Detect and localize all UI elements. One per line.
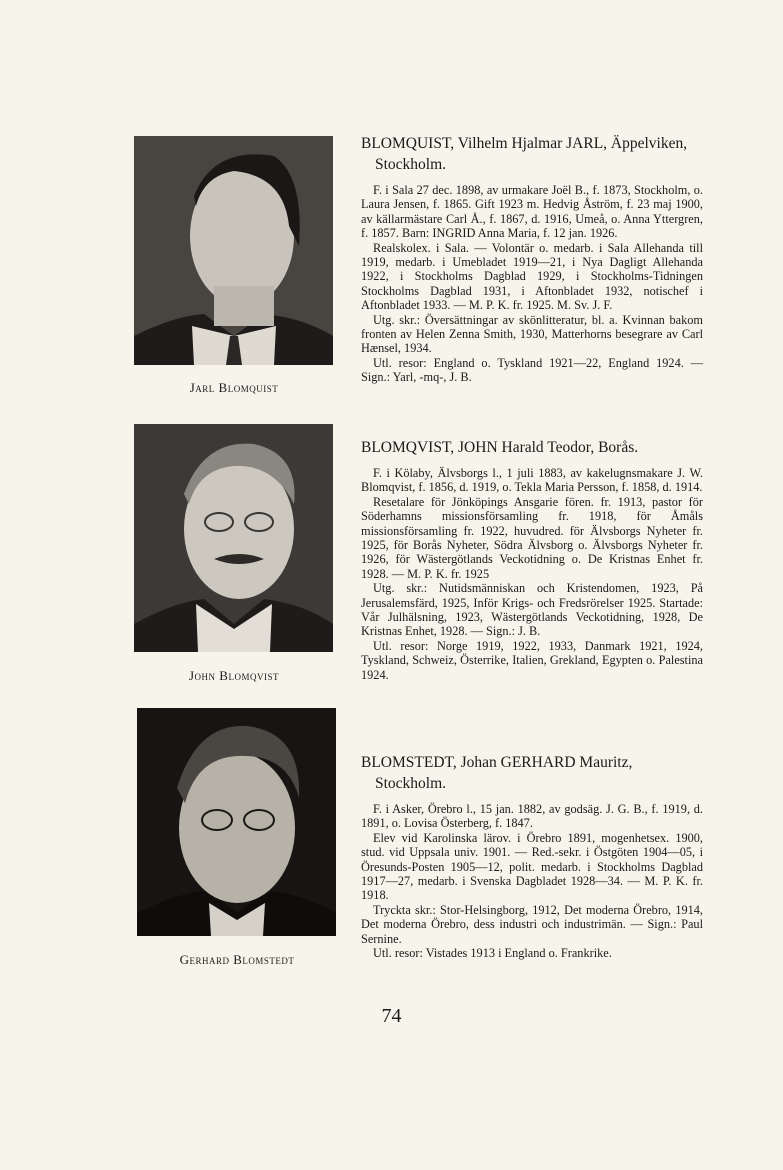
entry-heading: BLOMSTEDT, Johan GERHARD Mauritz, Stockholm. [361, 754, 633, 792]
biography-entry [361, 133, 703, 385]
entry-paragraph: Resetalare för Jönköpings Ansgarie fören. fr. 1913, pastor för Söderhamns missionsförsamling fr. 1918, för Åmåls missionsförsamling fr. 1922, huvudred. för Älvsborgs Nyheter fr. 1925, för Borås Nyheter, Södra Älvsborg o. Älvsborgs Nyheter fr. 1926, för Wästergötlands Veckotidning o. De Kristnas Enhet fr. 1928. — M. P. K. fr. 1925 [361, 494, 703, 581]
photo-caption: Jarl Blomquist [189, 380, 279, 395]
page-number: 74 [381, 1005, 402, 1027]
entry-heading: BLOMQVIST, JOHN Harald Teodor, Borås. [361, 439, 639, 456]
entry-paragraph: F. i Asker, Örebro l., 15 jan. 1882, av godsäg. J. G. B., f. 1919, d. 1891, o. Lovisa Österberg, f. 1847. [361, 802, 703, 831]
portrait-photo-gerhard-blomstedt [137, 708, 336, 936]
photo-caption: Gerhard Blomstedt [179, 952, 295, 967]
portrait-photo-john-blomqvist [134, 424, 333, 652]
biography-entry [361, 752, 703, 960]
entry-paragraph: Utg. skr.: Nutidsmänniskan och Kristendomen, 1923, På Jerusalemsfärd, 1925, Inför Krigs- och Fredsrörelser 1925. Startade: Vår Julhälsning, 1923, Wästergötlands Veckotidning, 1928, De Kristnas Enhet, 1928. — Sign.: J. B. [361, 581, 703, 639]
photo-caption: John Blomqvist [189, 668, 279, 683]
entry-paragraph: Elev vid Karolinska lärov. i Örebro 1891, mogenhetsex. 1900, stud. vid Uppsala univ. 1901. — Red.-sekr. i Östgöten 1904—05, i Öresunds-Posten 1905—12, polit. medarb. i Stockholms Dagblad 1917—27, medarb. i Svenska Dagbladet 1928—34. — M. P. K. fr. 1918. [361, 830, 703, 903]
entry-paragraph: Utg. skr.: Översättningar av skönlitteratur, bl. a. Kvinnan bakom fronten av Helen Zenna Smith, 1930, Matterhorns besegrare av Carl Hænsel, 1934. [361, 312, 703, 356]
biography-entry [361, 437, 703, 682]
entry-paragraph: Utl. resor: Vistades 1913 i England o. Frankrike. [373, 946, 612, 961]
entry-paragraph: Utl. resor: Norge 1919, 1922, 1933, Danmark 1921, 1924, Tyskland, Schweiz, Österrike, Italien, Grekland, Egypten o. Palestina 1924. [361, 638, 703, 682]
entry-paragraph: F. i Sala 27 dec. 1898, av urmakare Joël B., f. 1873, Stockholm, o. Laura Jensen, f. 1865. Gift 1923 m. Hedvig Åström, f. 23 maj 1900, av källarmästare Carl Å., f. 1867, d. 1916, Umeå, o. Anna Yttergren, f. 1857. Barn: INGRID Anna Maria, f. 12 jan. 1926. [361, 183, 703, 241]
entry-heading: BLOMQUIST, Vilhelm Hjalmar JARL, Äppelviken, Stockholm. [361, 135, 688, 173]
entry-paragraph: Realskolex. i Sala. — Volontär o. medarb. i Sala Allehanda till 1919, medarb. i Umebladet 1919—21, i Nya Dagligt Allehanda 1922, i Stockholms Dagblad 1929, i Stockholms-Tidningen Stockholms Dagblad 1931, i Aftonbladet 1932, notischef i Aftonbladet 1933. — M. P. K. fr. 1925. M. Sv. J. F. [361, 240, 703, 313]
entry-paragraph: Tryckta skr.: Stor-Helsingborg, 1912, Det moderna Örebro, 1914, Det moderna Örebro, dess industri och industrimän. — Sign.: Paul Sernine. [361, 902, 703, 946]
entry-paragraph: Utl. resor: England o. Tyskland 1921—22, England 1924. — Sign.: Yarl, -mq-, J. B. [361, 355, 703, 385]
portrait-photo-jarl-blomquist [134, 136, 333, 365]
entry-paragraph: F. i Kölaby, Älvsborgs l., 1 juli 1883, av kakelugnsmakare J. W. Blomqvist, f. 1856, d. 1919, o. Tekla Maria Persson, f. 1858, d. 1914. [361, 466, 703, 495]
